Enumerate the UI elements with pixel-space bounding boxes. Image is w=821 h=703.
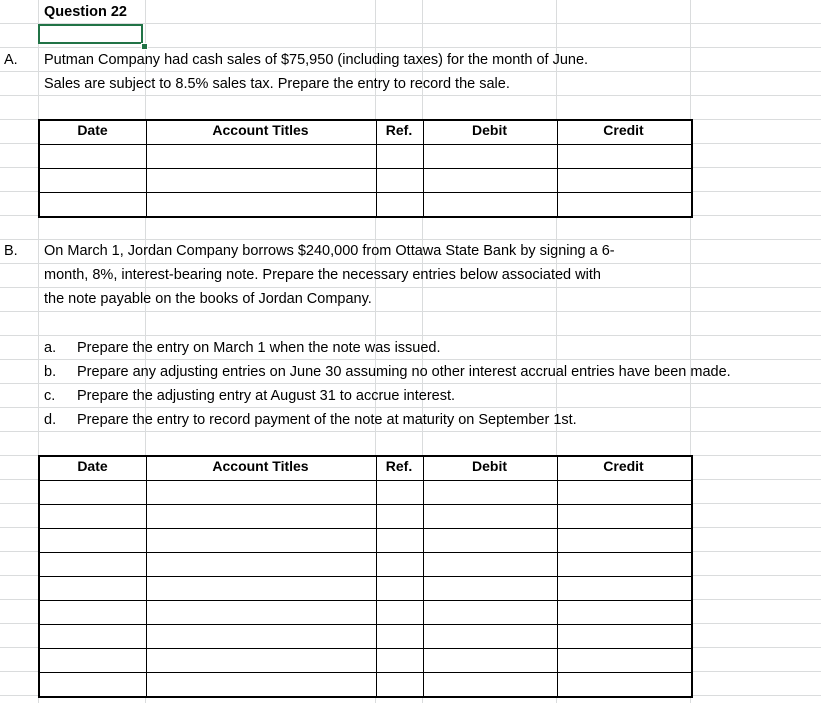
subitem-a-letter: a. xyxy=(44,340,57,356)
subitem-c-text: Prepare the adjusting entry at August 31 to accrue interest. xyxy=(77,388,456,404)
journal-table-b xyxy=(38,455,693,698)
subitem-a-text: Prepare the entry on March 1 when the note was issued. xyxy=(77,340,441,356)
debit-cell[interactable] xyxy=(423,553,557,577)
journal-row xyxy=(39,625,692,649)
date-cell[interactable] xyxy=(39,193,146,218)
ref-cell[interactable] xyxy=(376,481,423,505)
part-b-line-3: the note payable on the books of Jordan Company. xyxy=(44,291,372,307)
journal-a-header-ref: Ref. xyxy=(385,122,413,138)
account-title-cell[interactable] xyxy=(146,577,376,601)
ref-cell[interactable] xyxy=(376,553,423,577)
subitem-d-text: Prepare the entry to record payment of the note at maturity on September 1st. xyxy=(77,412,577,428)
ref-cell[interactable] xyxy=(376,625,423,649)
date-cell[interactable] xyxy=(39,169,146,193)
date-cell[interactable] xyxy=(39,529,146,553)
account-title-cell[interactable] xyxy=(146,145,376,169)
debit-cell[interactable] xyxy=(423,673,557,698)
debit-cell[interactable] xyxy=(423,481,557,505)
ref-cell[interactable] xyxy=(376,193,423,218)
debit-cell[interactable] xyxy=(423,625,557,649)
ref-cell[interactable] xyxy=(376,529,423,553)
ref-cell[interactable] xyxy=(376,577,423,601)
account-title-cell[interactable] xyxy=(146,169,376,193)
journal-row xyxy=(39,481,692,505)
debit-cell[interactable] xyxy=(423,649,557,673)
journal-a-header-debit: Debit xyxy=(472,122,507,138)
journal-row xyxy=(39,673,692,698)
journal-row xyxy=(39,601,692,625)
journal-b-header-ref: Ref. xyxy=(385,458,413,474)
journal-row xyxy=(39,553,692,577)
journal-b-header-debit: Debit xyxy=(472,458,507,474)
account-title-cell[interactable] xyxy=(146,505,376,529)
date-cell[interactable] xyxy=(39,481,146,505)
subitem-b-letter: b. xyxy=(44,364,57,380)
credit-cell[interactable] xyxy=(557,649,692,673)
date-cell[interactable] xyxy=(39,601,146,625)
debit-cell[interactable] xyxy=(423,601,557,625)
journal-b-header-account-titles: Account Titles xyxy=(212,458,309,474)
credit-cell[interactable] xyxy=(557,193,692,218)
account-title-cell[interactable] xyxy=(146,673,376,698)
debit-cell[interactable] xyxy=(423,145,557,169)
fill-handle[interactable] xyxy=(141,43,148,50)
account-title-cell[interactable] xyxy=(146,481,376,505)
debit-cell[interactable] xyxy=(423,577,557,601)
part-a-label: A. xyxy=(4,52,18,68)
date-cell[interactable] xyxy=(39,673,146,698)
credit-cell[interactable] xyxy=(557,601,692,625)
ref-cell[interactable] xyxy=(376,145,423,169)
date-cell[interactable] xyxy=(39,649,146,673)
credit-cell[interactable] xyxy=(557,169,692,193)
part-b-label: B. xyxy=(4,243,18,259)
debit-cell[interactable] xyxy=(423,529,557,553)
credit-cell[interactable] xyxy=(557,625,692,649)
journal-a-header-date: Date xyxy=(77,122,108,138)
credit-cell[interactable] xyxy=(557,553,692,577)
journal-row xyxy=(39,145,692,169)
selected-cell[interactable] xyxy=(38,24,143,44)
date-cell[interactable] xyxy=(39,505,146,529)
journal-b-header-credit: Credit xyxy=(603,458,644,474)
account-title-cell[interactable] xyxy=(146,625,376,649)
ref-cell[interactable] xyxy=(376,601,423,625)
credit-cell[interactable] xyxy=(557,577,692,601)
journal-a-header-account-titles: Account Titles xyxy=(212,122,309,138)
date-cell[interactable] xyxy=(39,553,146,577)
debit-cell[interactable] xyxy=(423,505,557,529)
account-title-cell[interactable] xyxy=(146,649,376,673)
journal-row xyxy=(39,577,692,601)
part-b-line-1: On March 1, Jordan Company borrows $240,000 from Ottawa State Bank by signing a 6- xyxy=(44,243,615,259)
part-a-line-2: Sales are subject to 8.5% sales tax. Prepare the entry to record the sale. xyxy=(44,76,510,92)
credit-cell[interactable] xyxy=(557,145,692,169)
credit-cell[interactable] xyxy=(557,481,692,505)
journal-row xyxy=(39,649,692,673)
credit-cell[interactable] xyxy=(557,529,692,553)
date-cell[interactable] xyxy=(39,145,146,169)
account-title-cell[interactable] xyxy=(146,529,376,553)
debit-cell[interactable] xyxy=(423,193,557,218)
journal-row xyxy=(39,169,692,193)
credit-cell[interactable] xyxy=(557,505,692,529)
credit-cell[interactable] xyxy=(557,673,692,698)
account-title-cell[interactable] xyxy=(146,553,376,577)
ref-cell[interactable] xyxy=(376,169,423,193)
debit-cell[interactable] xyxy=(423,169,557,193)
ref-cell[interactable] xyxy=(376,505,423,529)
journal-b-header-date: Date xyxy=(77,458,108,474)
ref-cell[interactable] xyxy=(376,649,423,673)
journal-row xyxy=(39,529,692,553)
ref-cell[interactable] xyxy=(376,673,423,698)
subitem-d-letter: d. xyxy=(44,412,57,428)
part-b-line-2: month, 8%, interest-bearing note. Prepare the necessary entries below associated with xyxy=(44,267,601,283)
subitem-c-letter: c. xyxy=(44,388,56,404)
journal-row xyxy=(39,193,692,218)
account-title-cell[interactable] xyxy=(146,193,376,218)
date-cell[interactable] xyxy=(39,625,146,649)
journal-row xyxy=(39,505,692,529)
date-cell[interactable] xyxy=(39,577,146,601)
part-a-line-1: Putman Company had cash sales of $75,950 (including taxes) for the month of June. xyxy=(44,52,589,68)
journal-a-header-credit: Credit xyxy=(603,122,644,138)
subitem-b-text: Prepare any adjusting entries on June 30 assuming no other interest accrual entries have been made. xyxy=(77,364,731,380)
account-title-cell[interactable] xyxy=(146,601,376,625)
question-title: Question 22 xyxy=(44,4,127,20)
